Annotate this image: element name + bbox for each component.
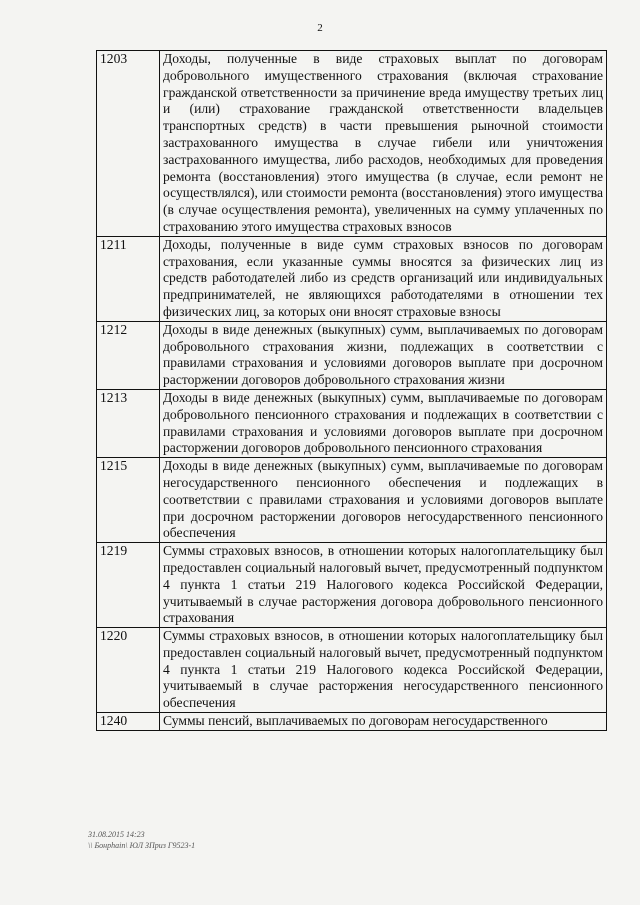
income-codes-table [96, 50, 607, 731]
table-row [97, 458, 607, 543]
income-code: 1212 [97, 321, 160, 389]
income-description: Суммы страховых взносов, в отношении которых налогоплательщику был предоставлен социальный налоговый вычет, предусмотренный подпунктом 4 пункта 1 статьи 219 Налогового кодекса Российской Федерации, учитываемый в случае расторжения договора добровольного пенсионного страхования [160, 543, 607, 628]
income-description: Доходы в виде денежных (выкупных) сумм, выплачиваемые по договорам негосударственного пенсионного обеспечения и подлежащих в соответствии с правилами страхования и условиями договоров выплате при досрочном расторжении договоров негосударственного пенсионного обеспечения [160, 458, 607, 543]
page-number: 2 [317, 22, 323, 34]
income-description: Доходы, полученные в виде страховых выплат по договорам добровольного имущественного страхования (включая страхование гражданской ответственности за причинение вреда имуществу третьих лиц и (или) страхование гражданской ответственности владельцев транспортных средств) в части превышения рыночной стоимости застрахованного имущества в случае гибели или уничтожения застрахованного имущества, либо расходов, необходимых для проведения ремонта (восстановления) этого имущества (в случае, если ремонт не осуществлялся), или стоимости ремонта (восстановления) этого имущества (в случае осуществления ремонта), увеличенных на сумму уплаченных по страхованию этого имущества страховых взносов [160, 51, 607, 237]
table-row [97, 713, 607, 731]
table-row [97, 236, 607, 321]
income-code: 1220 [97, 628, 160, 713]
income-code: 1215 [97, 458, 160, 543]
income-code: 1213 [97, 389, 160, 457]
income-description: Доходы, полученные в виде сумм страховых взносов по договорам страхования, если указанные суммы вносятся за физических лиц из средств работодателей либо из средств организаций или индивидуальных предпринимателей, не являющихся работодателями в отношении тех физических лиц, за которых они вносят страховые взносы [160, 236, 607, 321]
document-path: \\ Бонрhain\ ЮЛ ЗПриз Г9523-1 [88, 841, 196, 850]
table-row [97, 389, 607, 457]
print-timestamp: 31.08.2015 14:23 [88, 830, 145, 839]
table-row [97, 628, 607, 713]
table-row [97, 543, 607, 628]
income-code: 1211 [97, 236, 160, 321]
income-description: Доходы в виде денежных (выкупных) сумм, выплачиваемых по договорам добровольного страхования жизни, подлежащих в соответствии с правилами страхования и условиями договоров выплате при досрочном расторжении договоров добровольного страхования жизни [160, 321, 607, 389]
income-description: Суммы страховых взносов, в отношении которых налогоплательщику был предоставлен социальный налоговый вычет, предусмотренный подпунктом 4 пункта 1 статьи 219 Налогового кодекса Российской Федерации, учитываемый в случае расторжения негосударственного пенсионного обеспечения [160, 628, 607, 713]
income-code: 1203 [97, 51, 160, 237]
table-row [97, 51, 607, 237]
income-description: Доходы в виде денежных (выкупных) сумм, выплачиваемые по договорам добровольного пенсионного страхования и подлежащих в соответствии с правилами страхования и условиями договоров выплате при досрочном расторжении договоров добровольного пенсионного страхования [160, 389, 607, 457]
income-code: 1219 [97, 543, 160, 628]
income-code: 1240 [97, 713, 160, 731]
income-description: Суммы пенсий, выплачиваемых по договорам негосударственного [160, 713, 607, 731]
table-row [97, 321, 607, 389]
